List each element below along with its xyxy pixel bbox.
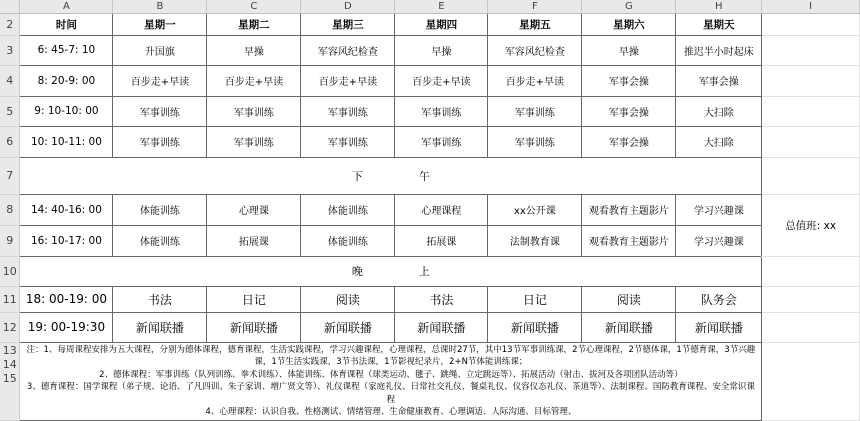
cell-activity[interactable]: 心理课 bbox=[207, 194, 301, 225]
cell-header-sat[interactable]: 星期六 bbox=[582, 13, 676, 35]
cell-activity[interactable]: 军容风纪检查 bbox=[488, 35, 582, 65]
cell-activity[interactable]: 百步走+早读 bbox=[488, 65, 582, 96]
cell-activity[interactable]: 军事训练 bbox=[395, 96, 488, 126]
cell-activity[interactable]: 军事训练 bbox=[301, 96, 395, 126]
row-header[interactable]: 15 bbox=[2, 371, 17, 385]
note-line: 2、德体课程：军事训练（队列训练、拳术训练）、体能训练、体育课程（球类运动、毽子、跳绳、立定跳远等）、拓展活动（射击、拔河及各项团队活动等） bbox=[99, 369, 683, 380]
cell-activity[interactable]: 新闻联播 bbox=[582, 312, 676, 342]
cell-header-thu[interactable]: 星期四 bbox=[395, 13, 488, 35]
cell-header-fri[interactable]: 星期五 bbox=[488, 13, 582, 35]
cell-activity[interactable]: 队务会 bbox=[676, 286, 762, 312]
cell-activity[interactable]: 百步走+早读 bbox=[113, 65, 207, 96]
cell-header-sun[interactable]: 星期天 bbox=[676, 13, 762, 35]
row-header[interactable]: 8 bbox=[0, 194, 20, 225]
column-header-i[interactable]: I bbox=[762, 0, 860, 13]
cell-activity[interactable]: 早操 bbox=[207, 35, 301, 65]
cell-empty[interactable] bbox=[762, 286, 860, 312]
note-line: 3、德育课程：国学课程（弟子规、论语、了凡四训、朱子家训、増广贤文等）、礼仪课程（家庭礼仪、日常社交礼仪、餐桌礼仪、仪容仪态礼仪、茶道等）、法制课程、国防教育课程、安全常识课 bbox=[26, 382, 755, 392]
cell-activity[interactable]: 观看教育主题影片 bbox=[582, 225, 676, 256]
cell-activity[interactable]: xx公开课 bbox=[488, 194, 582, 225]
cell-activity[interactable]: 军事训练 bbox=[488, 126, 582, 157]
cell-activity[interactable]: 学习兴趣课 bbox=[676, 225, 762, 256]
row-header[interactable]: 11 bbox=[0, 286, 20, 312]
cell-time[interactable]: 6: 45-7: 10 bbox=[20, 35, 113, 65]
cell-empty[interactable] bbox=[762, 13, 860, 35]
row-header[interactable]: 7 bbox=[0, 157, 20, 194]
cell-activity[interactable]: 军事会操 bbox=[582, 65, 676, 96]
afternoon-label-2: 午 bbox=[418, 169, 430, 183]
cell-activity[interactable]: 军事训练 bbox=[301, 126, 395, 157]
cell-empty[interactable] bbox=[762, 342, 860, 420]
cell-activity[interactable]: 推迟半小时起床 bbox=[676, 35, 762, 65]
cell-activity[interactable]: 法制教育课 bbox=[488, 225, 582, 256]
column-header-e[interactable]: E bbox=[395, 0, 488, 13]
row-header[interactable]: 9 bbox=[0, 225, 20, 256]
note-line: 4、心理课程：认识自我、性格测试、情绪管理、生命健康教育、心理调适、人际沟通、目标管理、 bbox=[205, 407, 577, 417]
cell-activity[interactable]: 拓展课 bbox=[207, 225, 301, 256]
cell-empty[interactable] bbox=[762, 65, 860, 96]
cell-activity[interactable]: 拓展课 bbox=[395, 225, 488, 256]
cell-activity[interactable]: 军事训练 bbox=[395, 126, 488, 157]
column-header-h[interactable]: H bbox=[676, 0, 762, 13]
cell-activity[interactable]: 军容风纪检查 bbox=[301, 35, 395, 65]
cell-header-tue[interactable]: 星期二 bbox=[207, 13, 301, 35]
row-header[interactable]: 3 bbox=[0, 35, 20, 65]
cell-activity[interactable]: 书法 bbox=[113, 286, 207, 312]
column-header-d[interactable]: D bbox=[301, 0, 395, 13]
cell-activity[interactable]: 百步走+早读 bbox=[301, 65, 395, 96]
select-all-corner[interactable] bbox=[0, 0, 20, 13]
row-header-group[interactable] bbox=[0, 342, 20, 420]
row-header[interactable]: 13 bbox=[2, 343, 17, 357]
cell-activity[interactable]: 军事训练 bbox=[113, 126, 207, 157]
cell-activity[interactable]: 军事会操 bbox=[676, 65, 762, 96]
row-header[interactable]: 5 bbox=[0, 96, 20, 126]
cell-activity[interactable]: 百步走+早读 bbox=[207, 65, 301, 96]
cell-time[interactable]: 18: 00-19: 00 bbox=[20, 286, 113, 312]
cell-activity[interactable]: 新闻联播 bbox=[301, 312, 395, 342]
row-header[interactable]: 4 bbox=[0, 65, 20, 96]
cell-activity[interactable]: 观看教育主题影片 bbox=[582, 194, 676, 225]
cell-time[interactable]: 8: 20-9: 00 bbox=[20, 65, 113, 96]
row-header[interactable]: 14 bbox=[2, 357, 17, 371]
cell-activity[interactable]: 早操 bbox=[395, 35, 488, 65]
cell-header-wed[interactable]: 星期三 bbox=[301, 13, 395, 35]
note-line: 程 bbox=[386, 394, 396, 405]
row-header[interactable]: 12 bbox=[0, 312, 20, 342]
cell-header-mon[interactable]: 星期一 bbox=[113, 13, 207, 35]
cell-activity[interactable]: 军事训练 bbox=[207, 126, 301, 157]
cell-activity[interactable]: 新闻联播 bbox=[488, 312, 582, 342]
cell-time[interactable]: 16: 10-17: 00 bbox=[20, 225, 113, 256]
note-line: 注：1、每周课程安排为五大课程，分别为德体课程，德育课程，生活实践课程，学习兴趣课程，心理课程，总课时27节，其中13节军事训练课，2节心理课程，2节德体课，1节德育课，3节兴趣 bbox=[26, 344, 756, 355]
column-header-g[interactable]: G bbox=[582, 0, 676, 13]
evening-divider[interactable] bbox=[20, 256, 762, 286]
row-header[interactable]: 6 bbox=[0, 126, 20, 157]
cell-empty[interactable] bbox=[762, 312, 860, 342]
cell-activity[interactable]: 心理课程 bbox=[395, 194, 488, 225]
evening-label-2: 上 bbox=[418, 265, 430, 278]
cell-activity[interactable]: 日记 bbox=[207, 286, 301, 312]
cell-empty[interactable] bbox=[762, 157, 860, 194]
cell-time[interactable]: 9: 10-10: 00 bbox=[20, 96, 113, 126]
cell-activity[interactable]: 阅读 bbox=[582, 286, 676, 312]
column-header-a[interactable]: A bbox=[20, 0, 113, 13]
cell-activity[interactable]: 大扫除 bbox=[676, 126, 762, 157]
cell-activity[interactable]: 军事训练 bbox=[488, 96, 582, 126]
cell-activity[interactable]: 百步走+早读 bbox=[395, 65, 488, 96]
column-header-row bbox=[0, 0, 860, 13]
cell-time[interactable]: 19: 00-19:30 bbox=[20, 312, 113, 342]
cell-time[interactable]: 10: 10-11: 00 bbox=[20, 126, 113, 157]
cell-activity[interactable]: 书法 bbox=[395, 286, 488, 312]
notes-cell[interactable] bbox=[20, 342, 762, 420]
column-header-b[interactable]: B bbox=[113, 0, 207, 13]
cell-header-time[interactable]: 时间 bbox=[20, 13, 113, 35]
cell-empty[interactable] bbox=[762, 35, 860, 65]
cell-activity[interactable]: 体能训练 bbox=[113, 225, 207, 256]
cell-activity[interactable]: 阅读 bbox=[301, 286, 395, 312]
cell-activity[interactable]: 新闻联播 bbox=[113, 312, 207, 342]
cell-activity[interactable]: 新闻联播 bbox=[207, 312, 301, 342]
cell-activity[interactable]: 大扫除 bbox=[676, 96, 762, 126]
cell-activity[interactable]: 军事会操 bbox=[582, 126, 676, 157]
duty-officer-cell[interactable]: 总值班: xx bbox=[762, 194, 860, 256]
note-line: 课，1节生活实践课，3节书法课，1节影视纪录片，2+N节体能训练课； bbox=[254, 357, 528, 367]
row-header[interactable]: 2 bbox=[0, 13, 20, 35]
cell-activity[interactable]: 升国旗 bbox=[113, 35, 207, 65]
cell-activity[interactable]: 日记 bbox=[488, 286, 582, 312]
cell-activity[interactable]: 军事训练 bbox=[113, 96, 207, 126]
cell-activity[interactable]: 早操 bbox=[582, 35, 676, 65]
column-header-c[interactable]: C bbox=[207, 0, 301, 13]
cell-activity[interactable]: 新闻联播 bbox=[395, 312, 488, 342]
cell-activity[interactable]: 体能训练 bbox=[301, 194, 395, 225]
cell-activity[interactable]: 新闻联播 bbox=[676, 312, 762, 342]
cell-activity[interactable]: 体能训练 bbox=[113, 194, 207, 225]
row-header[interactable]: 10 bbox=[0, 256, 20, 286]
afternoon-divider[interactable] bbox=[20, 157, 762, 194]
cell-activity[interactable]: 学习兴趣课 bbox=[676, 194, 762, 225]
cell-empty[interactable] bbox=[762, 126, 860, 157]
afternoon-label-1: 下 bbox=[351, 169, 363, 183]
cell-activity[interactable]: 军事会操 bbox=[582, 96, 676, 126]
cell-activity[interactable]: 军事训练 bbox=[207, 96, 301, 126]
cell-activity[interactable]: 体能训练 bbox=[301, 225, 395, 256]
column-header-f[interactable]: F bbox=[488, 0, 582, 13]
cell-empty[interactable] bbox=[762, 256, 860, 286]
cell-time[interactable]: 14: 40-16: 00 bbox=[20, 194, 113, 225]
cell-empty[interactable] bbox=[762, 96, 860, 126]
evening-label-1: 晚 bbox=[351, 265, 363, 278]
